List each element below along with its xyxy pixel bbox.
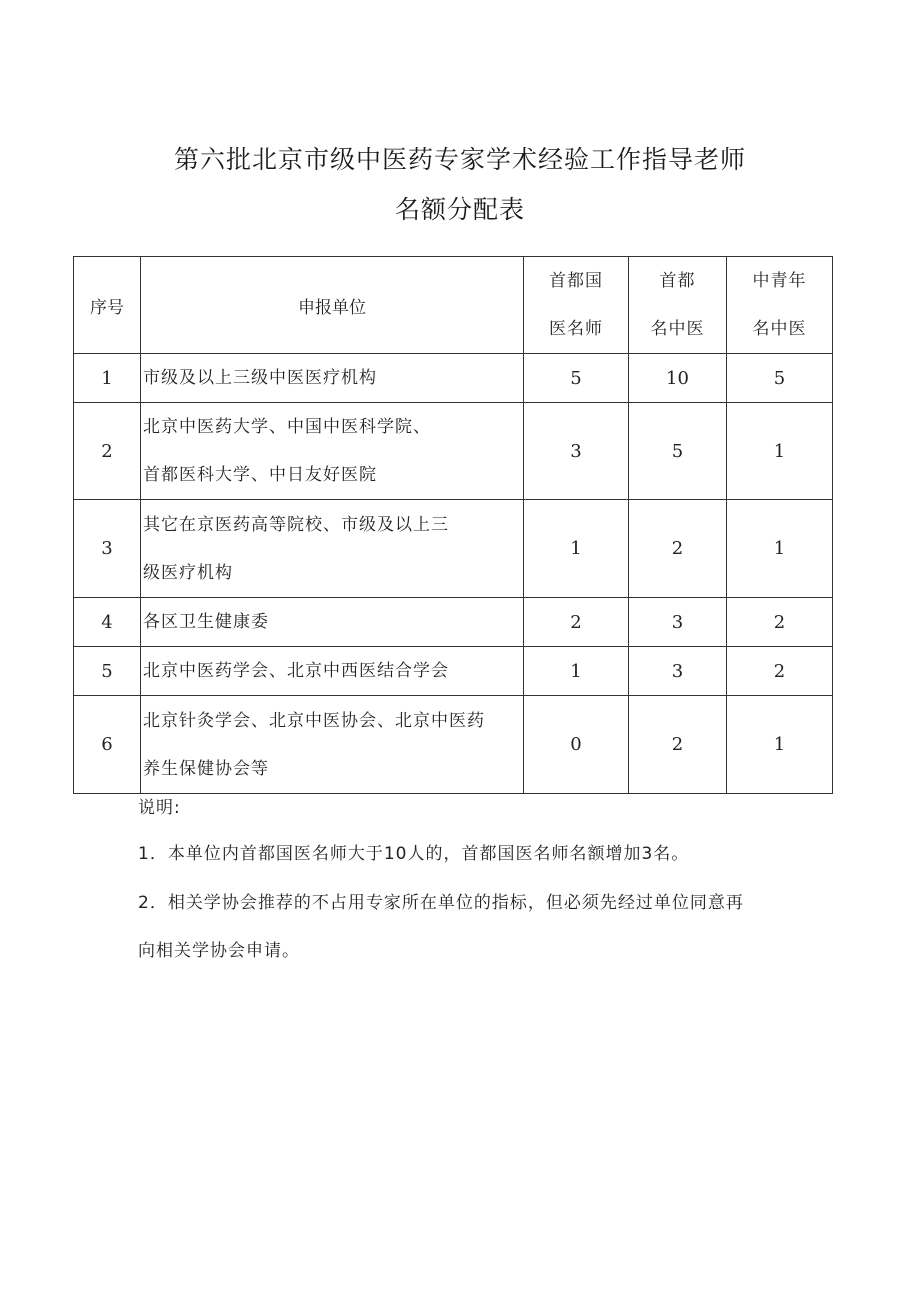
row-unit-line: 养生保健协会等 (143, 758, 269, 779)
row-value-b: 2 (629, 500, 727, 598)
table-row (74, 598, 833, 647)
table-row (74, 696, 833, 794)
header-unit: 申报单位 (141, 257, 524, 354)
document-title: 第六批北京市级中医药专家学术经验工作指导老师 (173, 145, 746, 174)
row-value-c: 1 (727, 696, 833, 794)
row-value-c: 1 (727, 403, 833, 500)
table-row (74, 403, 833, 500)
header-young-famous-tcm-line2: 名中医 (752, 319, 807, 339)
row-unit (141, 647, 524, 696)
row-value-b: 3 (629, 647, 727, 696)
table-row (74, 354, 833, 403)
header-capital-master-physician-line1: 首都国 (549, 271, 603, 291)
table-header-row (74, 257, 833, 354)
notes-heading: 说明: (138, 798, 181, 818)
row-seq: 1 (74, 354, 141, 403)
row-value-a: 2 (524, 598, 629, 647)
row-unit-line: 级医疗机构 (143, 562, 233, 583)
row-seq: 3 (74, 500, 141, 598)
row-value-c: 1 (727, 500, 833, 598)
note-item-2-continued: 向相关学协会申请。 (138, 941, 300, 961)
header-young-famous-tcm (727, 257, 833, 354)
row-value-a: 5 (524, 354, 629, 403)
table-row (74, 500, 833, 598)
row-value-c: 2 (727, 647, 833, 696)
header-capital-famous-tcm-line1: 首都 (659, 271, 696, 291)
row-seq: 5 (74, 647, 141, 696)
row-unit-line: 各区卫生健康委 (143, 612, 269, 632)
header-seq: 序号 (74, 257, 141, 354)
row-value-b: 2 (629, 696, 727, 794)
row-unit-line: 首都医科大学、中日友好医院 (143, 465, 377, 485)
quota-allocation-table (73, 256, 833, 794)
row-unit-line: 北京中医药学会、北京中西医结合学会 (143, 661, 449, 681)
row-value-a: 3 (524, 403, 629, 500)
row-unit (141, 354, 524, 403)
row-unit-line: 北京中医药大学、中国中医科学院、 (143, 417, 431, 437)
row-unit (141, 403, 524, 500)
row-value-b: 10 (629, 354, 727, 403)
row-seq: 4 (74, 598, 141, 647)
row-unit-line: 市级及以上三级中医医疗机构 (143, 368, 377, 388)
row-unit (141, 500, 524, 598)
row-unit-line: 北京针灸学会、北京中医协会、北京中医药 (143, 710, 485, 731)
row-seq: 2 (74, 403, 141, 500)
table-row (74, 647, 833, 696)
document-subtitle: 名额分配表 (394, 195, 525, 224)
row-unit-line: 其它在京医药高等院校、市级及以上三 (143, 514, 449, 535)
row-value-c: 2 (727, 598, 833, 647)
row-value-a: 1 (524, 500, 629, 598)
header-capital-famous-tcm-line2: 名中医 (650, 319, 705, 339)
row-value-b: 5 (629, 403, 727, 500)
row-seq: 6 (74, 696, 141, 794)
row-unit (141, 598, 524, 647)
row-value-a: 0 (524, 696, 629, 794)
row-value-a: 1 (524, 647, 629, 696)
header-young-famous-tcm-line1: 中青年 (752, 271, 807, 291)
note-item-1: 1．本单位内首都国医名师大于10人的，首都国医名师名额增加3名。 (138, 844, 690, 864)
header-capital-master-physician (524, 257, 629, 354)
row-value-b: 3 (629, 598, 727, 647)
note-item-2: 2．相关学协会推荐的不占用专家所在单位的指标，但必须先经过单位同意再 (138, 893, 744, 913)
header-capital-famous-tcm (629, 257, 727, 354)
header-capital-master-physician-line2: 医名师 (549, 319, 603, 339)
row-unit (141, 696, 524, 794)
row-value-c: 5 (727, 354, 833, 403)
